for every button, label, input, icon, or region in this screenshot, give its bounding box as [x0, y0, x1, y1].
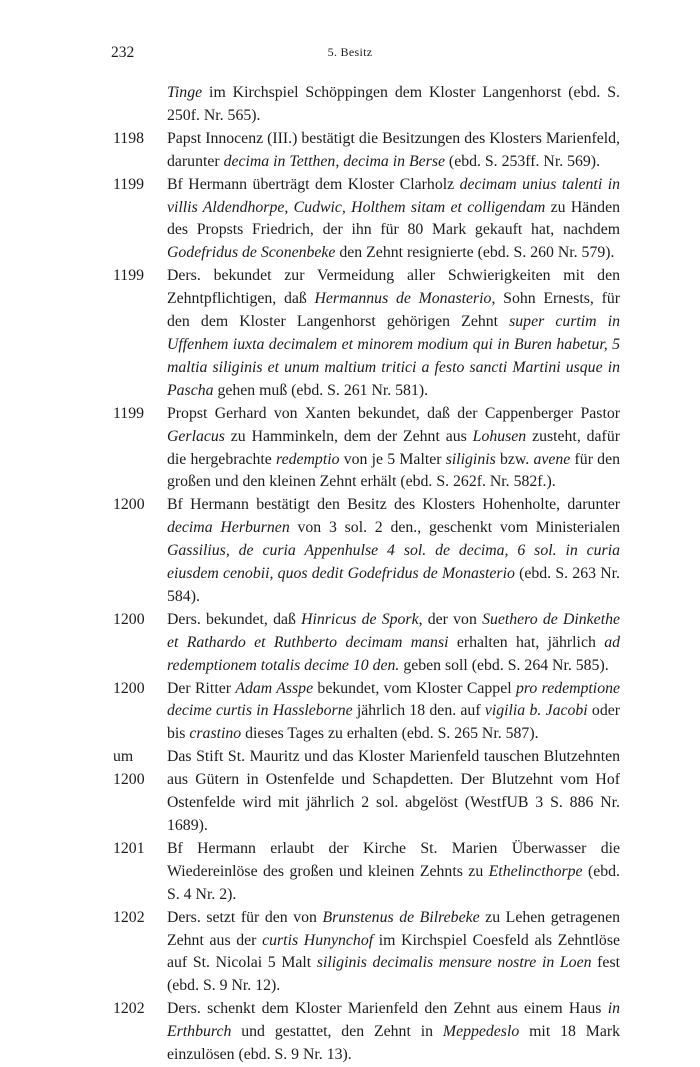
entry-text — [167, 998, 620, 1067]
entry-text-run: Propst Gerhard von Xanten bekundet, daß der Cappenberger Pastor — [167, 404, 620, 422]
entry-text-run: Bf Hermann überträgt dem Kloster Clarholz — [167, 175, 460, 193]
latin-phrase: siliginis — [445, 450, 496, 468]
entry-year: 1202 — [113, 1000, 145, 1018]
entry-text — [167, 265, 620, 402]
entry-text-run: oder bis — [167, 702, 620, 743]
entry-text-run: Ders. bekundet zur Vermeidung aller Schwierigkeiten mit den Zehntpflichtigen, daß — [167, 267, 620, 308]
entry-year: 1200 — [113, 679, 145, 697]
entry-text-run: Der Ritter — [167, 679, 236, 697]
entry-year: 1199 — [113, 267, 145, 285]
latin-phrase: Gerlacus — [167, 427, 225, 445]
entry-year: 1199 — [113, 404, 145, 422]
chronology-list — [0, 82, 700, 1067]
chronology-entry — [0, 82, 700, 128]
entry-text-run: zu Hamminkeln, dem der Zehnt aus — [224, 427, 473, 445]
latin-phrase: Tinge — [167, 84, 203, 101]
chronology-entry — [0, 265, 700, 402]
latin-phrase: vigilia b. Jacobi — [484, 702, 588, 720]
latin-phrase: pro redemptione decime curtis in Hassleborne — [167, 679, 621, 720]
entry-text — [167, 678, 620, 747]
entry-year: 1200 — [113, 496, 145, 514]
latin-phrase: Ethelincthorpe — [488, 862, 583, 880]
entry-text-run: , Sohn Ernests, für den dem Kloster Langenhorst gehörigen Zehnt — [167, 290, 620, 331]
chronology-entry — [0, 128, 700, 174]
entry-text-run: geben soll (ebd. S. 264 Nr. 585). — [399, 656, 609, 674]
chronology-entry — [0, 746, 700, 838]
entry-year: um 1200 — [113, 748, 145, 789]
chronology-entry — [0, 174, 700, 266]
latin-phrase: Hinricus de Spork — [301, 610, 419, 628]
entry-year: 1200 — [113, 610, 145, 628]
latin-phrase: Adam Asspe — [235, 679, 314, 697]
latin-phrase: Meppedeslo — [442, 1023, 520, 1041]
latin-phrase: curtis Hunynchof — [262, 931, 374, 949]
entry-text-run: mit 18 Mark einzulösen (ebd. S. 9 Nr. 13). — [167, 1023, 620, 1064]
entry-text-run: jährlich 18 den. auf — [352, 702, 485, 720]
entry-text-run: (ebd. S. 4 Nr. 2). — [167, 862, 620, 903]
entry-text — [167, 174, 620, 266]
entry-text-run: erhalten hat, jährlich — [448, 633, 605, 651]
latin-phrase: ad redemptionem totalis decime 10 den. — [167, 633, 620, 674]
chronology-entry — [0, 907, 700, 999]
entry-text-run: für den großen und den kleinen Zehnt erhält (ebd. S. 262f. Nr. 582f.). — [167, 450, 620, 491]
entry-text-run: Bf Hermann bestätigt den Besitz des Klosters Hohenholte, darunter — [167, 496, 620, 514]
chronology-entry — [0, 609, 700, 678]
latin-phrase: Godefridus de Sconenbeke — [167, 244, 336, 262]
latin-phrase: Lohusen — [472, 427, 527, 445]
entry-text-run: dieses Tages zu erhalten (ebd. S. 265 Nr. 587). — [241, 725, 539, 743]
latin-phrase: decima in Tetthen, decima in Berse — [223, 152, 445, 170]
latin-phrase: decima Herburnen — [167, 519, 290, 537]
chronology-entry — [0, 998, 700, 1067]
entry-text — [167, 403, 620, 495]
entry-text-run: und gestattet, den Zehnt in — [231, 1023, 443, 1041]
entry-text-run: , der von — [418, 610, 483, 628]
latin-phrase: redemptio — [276, 450, 340, 468]
entry-text — [167, 907, 620, 999]
entry-text-run: zu Lehen getragenen Zehnt aus der — [167, 908, 620, 949]
running-head: 5. Besitz — [327, 45, 373, 59]
entry-text-run: zu Händen des Propsts Friedrich, der ihn für 80 Mark gekauft hat, nachdem — [167, 198, 620, 239]
entry-text-run: Bf Hermann erlaubt der Kirche St. Marien Überwasser die Wiedereinlöse des großen und kleinen Zehnts zu — [167, 839, 620, 880]
entry-text — [167, 494, 620, 609]
latin-phrase: Hermannus de Monasterio — [314, 290, 492, 308]
entry-text — [167, 128, 620, 174]
entry-text-run: den Zehnt resignierte (ebd. S. 260 Nr. 579). — [335, 244, 615, 262]
entry-year: 1202 — [113, 908, 145, 926]
entry-text — [167, 746, 620, 838]
entry-text-run: (ebd. S. 263 Nr. 584). — [167, 565, 620, 605]
entry-text-run: von je 5 Malter — [339, 450, 446, 468]
latin-phrase: super curtim in Uffenhem iuxta decimalem et minorem modium qui in Buren habetur, 5 maltia siliginis et unum maltium tritici a festo sancti Martini usque in Pascha — [167, 313, 620, 399]
entry-text-run: gehen muß (ebd. S. 261 Nr. 581). — [213, 381, 429, 399]
entry-text-run: Das Stift St. Mauritz und das Kloster Marienfeld tauschen Blutzehnten aus Gütern in Ostenfelde und Schapdetten. Der Blutzehnt vom Hof Ostenfelde wird mit jährlich 2 sol. abgelöst (WestfUB 3 S. 886 Nr. 1689). — [167, 748, 620, 834]
entry-text — [167, 609, 620, 678]
latin-phrase: Suethero de Dinkethe et Rathardo et Ruthberto decimam mansi — [167, 610, 620, 651]
latin-phrase: Gassilius, de curia Appenhulse 4 sol. de decima, 6 sol. in curia eiusdem cenobii, quos dedit Godefridus de Monasterio — [167, 542, 620, 583]
entry-year: 1199 — [113, 175, 145, 193]
entry-text-run: (ebd. S. 253ff. Nr. 569). — [444, 152, 601, 170]
chronology-entry — [0, 678, 700, 747]
entry-text-run: Ders. setzt für den von — [167, 908, 323, 926]
entry-text — [167, 838, 620, 907]
entry-text — [167, 82, 620, 128]
latin-phrase: crastino — [189, 725, 242, 743]
latin-phrase: Brunstenus de Bilrebeke — [322, 908, 480, 926]
latin-phrase: siliginis decimalis mensure nostre in Loen — [316, 954, 592, 972]
entry-text-run: Ders. bekundet, daß — [167, 610, 302, 628]
entry-text-run: bzw. — [495, 450, 534, 468]
entry-text-run: bekundet, vom Kloster Cappel — [313, 679, 516, 697]
page-number: 232 — [111, 44, 135, 61]
entry-text-run: von 3 sol. 2 den., geschenkt vom Ministerialen — [289, 519, 620, 537]
entry-year: 1198 — [113, 129, 145, 147]
latin-phrase: avene — [533, 450, 571, 468]
entry-text-run: zusteht, dafür die hergebrachte — [167, 427, 620, 468]
entry-text-run: im Kirchspiel Coesfeld als Zehntlöse auf St. Nicolai 5 Malt — [167, 931, 620, 972]
chronology-entry — [0, 494, 700, 609]
entry-text-run: Ders. schenkt dem Kloster Marienfeld den Zehnt aus einem Haus — [167, 1000, 608, 1018]
entry-year: 1201 — [113, 839, 145, 857]
entry-text-run: fest (ebd. S. 9 Nr. 12). — [167, 954, 620, 995]
entry-text-run: Papst Innocenz (III.) bestätigt die Besitzungen des Klosters Marienfeld, darunter — [167, 129, 620, 170]
latin-phrase: in Erthburch — [167, 1000, 620, 1041]
chronology-entry — [0, 403, 700, 495]
entry-text-run: im Kirchspiel Schöppingen dem Kloster Langenhorst (ebd. S. 250f. Nr. 565). — [167, 84, 620, 124]
page-header — [0, 44, 700, 64]
chronology-entry — [0, 838, 700, 907]
latin-phrase: decimam unius talenti in villis Aldendhorpe, Cudwic, Holthem sitam et colligendam — [167, 175, 620, 216]
